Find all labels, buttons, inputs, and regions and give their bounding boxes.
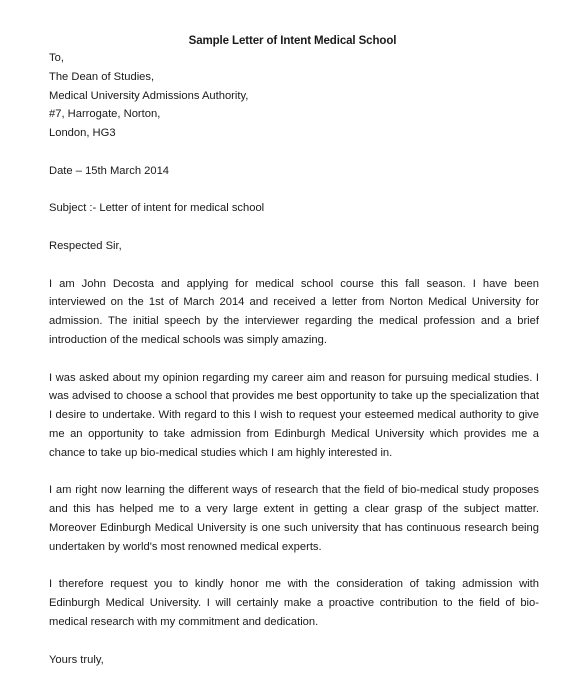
address-line: London, HG3 bbox=[49, 127, 116, 140]
paragraph-2: I was asked about my opinion regarding my career aim and reason for pursuing medical studies. I was advised to choose a school that provides me best opportunity to take up the specialization that I desire to undertake. With regard to this I wish to request your esteemed medical authority to give me an opportunity to take admission from Edinburgh Medical University which provides me a chance to take up bio-medical studies which I am highly interested in. bbox=[49, 371, 539, 459]
letter-subject: Subject :- Letter of intent for medical school bbox=[49, 202, 265, 215]
paragraph-3: I am right now learning the different ways of research that the field of bio-medical study proposes and this has helped me to a very large extent in getting a clear grasp of the subject matter. Moreover Edinburgh Medical University is one such university that has continuous research being undertaken by world's most renowned medical experts. bbox=[49, 484, 539, 553]
closing: Yours truly, bbox=[49, 653, 104, 666]
recipient-address bbox=[49, 68, 539, 143]
paragraph-1: I am John Decosta and applying for medical school course this fall season. I have been interviewed on the 1st of March 2014 and received a letter from Norton Medical University for admission. The initial speech by the interviewer regarding the medical profession and a brief introduction of the medical schools was simply amazing. bbox=[49, 277, 539, 346]
address-line: Medical University Admissions Authority, bbox=[49, 89, 249, 102]
recipient-to-label: To, bbox=[49, 52, 64, 64]
document-title: Sample Letter of Intent Medical School bbox=[188, 35, 397, 47]
letter-body bbox=[49, 49, 539, 669]
salutation: Respected Sir, bbox=[49, 239, 122, 252]
letter-date: Date – 15th March 2014 bbox=[49, 164, 170, 177]
address-line: The Dean of Studies, bbox=[49, 70, 155, 83]
address-line: #7, Harrogate, Norton, bbox=[49, 108, 161, 121]
paragraph-4: I therefore request you to kindly honor me with the consideration of taking admission with Edinburgh Medical University. I will certainly make a proactive contribution to the field of bio-medical research with my commitment and dedication. bbox=[49, 578, 539, 628]
